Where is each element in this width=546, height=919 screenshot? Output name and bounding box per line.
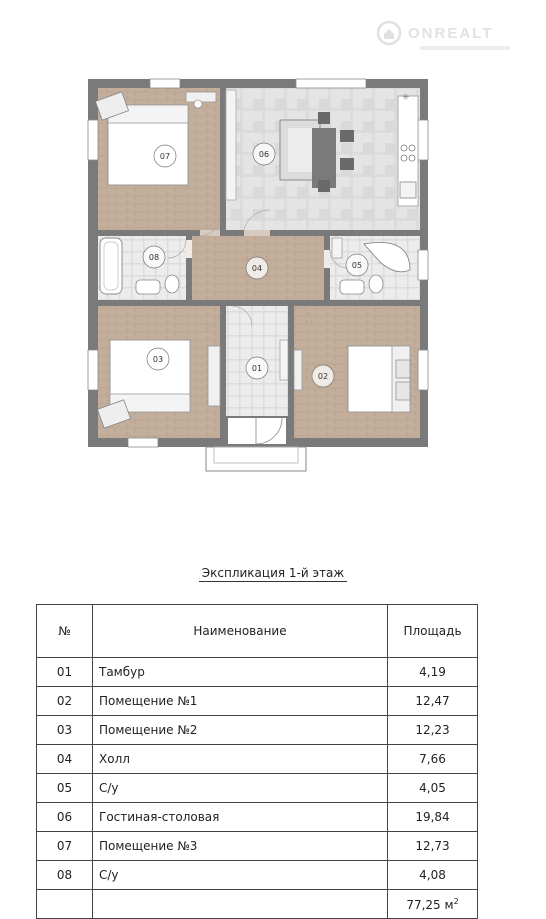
row-number: 07 [37,832,93,861]
watermark-text: ONREALT [408,24,494,42]
row-name: С/у [93,861,388,890]
row-number: 04 [37,745,93,774]
room-label-06: 06 [258,150,270,159]
row-name: Помещение №1 [93,687,388,716]
row-area: 12,47 [388,687,478,716]
bathtub-08 [100,238,122,294]
row-name: Гостиная-столовая [93,803,388,832]
header-name: Наименование [93,605,388,658]
table-total-row [37,890,478,919]
header-number: № [37,605,93,658]
watermark-subline [420,46,510,50]
row-name: Помещение №2 [93,716,388,745]
room-label-08: 08 [148,253,160,262]
watermark [376,20,493,46]
table-row [37,658,478,687]
table-row [37,832,478,861]
table-row [37,745,478,774]
table-row [37,861,478,890]
room-label-05: 05 [351,261,363,270]
row-area: 4,08 [388,861,478,890]
explication-title [0,566,546,580]
row-name: С/у [93,774,388,803]
svg-text:✳: ✳ [402,93,410,103]
total-name [93,890,388,919]
total-area-unit: м [444,897,454,912]
row-area: 19,84 [388,803,478,832]
row-name: Холл [93,745,388,774]
room-label-03: 03 [152,355,164,364]
table-row [37,774,478,803]
header-area: Площадь [388,605,478,658]
onrealt-logo-icon [376,20,402,46]
room-label-07: 07 [159,152,171,161]
row-number: 02 [37,687,93,716]
total-area-power: 2 [453,896,459,906]
explication-table [36,604,478,919]
row-area: 4,05 [388,774,478,803]
table-row [37,803,478,832]
row-number: 03 [37,716,93,745]
total-area-value: 77,25 [406,897,441,912]
table-row [37,716,478,745]
row-name: Тамбур [93,658,388,687]
table-row [37,687,478,716]
room-label-04: 04 [251,264,263,273]
table-header-row [37,605,478,658]
explication-title-text: Экспликация 1-й этаж [199,566,347,582]
row-number: 08 [37,861,93,890]
room-label-01: 01 [251,364,263,373]
row-number: 01 [37,658,93,687]
room-label-02: 02 [317,372,329,381]
row-area: 12,73 [388,832,478,861]
row-area: 7,66 [388,745,478,774]
dining-table [312,128,336,188]
row-number: 05 [37,774,93,803]
row-area: 12,23 [388,716,478,745]
total-number [37,890,93,919]
row-number: 06 [37,803,93,832]
row-name: Помещение №3 [93,832,388,861]
row-area: 4,19 [388,658,478,687]
total-area [388,890,478,919]
